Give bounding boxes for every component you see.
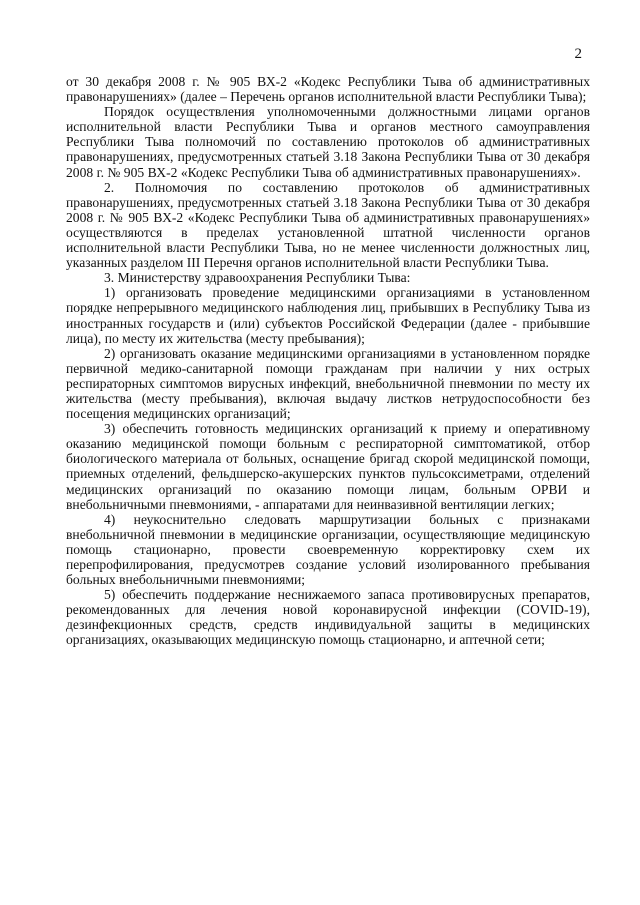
paragraph-subitem-1: 1) организовать проведение медицинскими организациями в установленном порядке непрерывного медицинского наблюдения лиц, прибывших в Республику Тыва из иностранных государств и (или) субъектов Российской Федерации (далее - прибывшие лица), по месту их жительства (месту пребывания);	[66, 285, 590, 346]
paragraph-continuation: от 30 декабря 2008 г. № 905 ВХ-2 «Кодекс Республики Тыва об административных правонарушениях» (далее – Перечень органов исполнительной власти Республики Тыва);	[66, 74, 590, 105]
document-body	[66, 74, 590, 648]
paragraph-subitem-5: 5) обеспечить поддержание неснижаемого запаса противовирусных препаратов, рекомендованных для лечения новой коронавирусной инфекции (COVID-19), дезинфекционных средств, средств индивидуальной защиты в медицинских организациях, оказывающих медицинскую помощь стационарно, и аптечной сети;	[66, 587, 590, 648]
paragraph-subitem-3: 3) обеспечить готовность медицинских организаций к приему и оперативному оказанию медицинской помощи больным с респираторной симптоматикой, отбор биологического материала от больных, оснащение бригад скорой медицинской помощи, приемных отделений, фельдшерско-акушерских пунктов пульсоксиметрами, отделений медицинских организаций по оказанию помощи лицам, больным ОРВИ и внебольничными пневмониями, - аппаратами для неинвазивной вентиляции легких;	[66, 421, 590, 512]
paragraph-item-3: 3. Министерству здравоохранения Республики Тыва:	[104, 270, 411, 286]
paragraph-subitem-4: 4) неукоснительно следовать маршрутизации больных с признаками внебольничной пневмонии в медицинские организации, осуществляющие медицинскую помощь стационарно, провести своевременную корректировку схем их перепрофилирования, предусмотрев создание условий изолированного пребывания больных внебольничными пневмониями;	[66, 511, 590, 588]
paragraph-item-2: 2. Полномочия по составлению протоколов об административных правонарушениях, предусмотренных статьей 3.18 Закона Республики Тыва от 30 декабря 2008 г. № 905 ВХ-2 «Кодекс Республики Тыва об административных правонарушениях» осуществляются в пределах установленной штатной численности органов исполнительной власти Республики Тыва, но не менее численности должностных лиц, указанных разделом III Перечня органов исполнительной власти Республики Тыва.	[66, 179, 590, 271]
paragraph-procedure: Порядок осуществления уполномоченными должностными лицами органов исполнительной власти Республики Тыва и органов местного самоуправления Республики Тыва полномочий по составлению протоколов об административных правонарушениях, предусмотренных статьей 3.18 Закона Республики Тыва от 30 декабря 2008 г. № 905 ВХ-2 «Кодекс Республики Тыва об административных правонарушениях».	[66, 104, 590, 180]
page-number: 2	[574, 46, 582, 62]
paragraph-subitem-2: 2) организовать оказание медицинскими организациями в установленном порядке первичной медико-санитарной помощи гражданам при наличии у них острых респираторных симптомов вирусных инфекций, внебольничной пневмонии по месту их жительства (месту пребывания), включая выдачу листков нетрудоспособности без посещения медицинских организаций;	[66, 345, 590, 422]
